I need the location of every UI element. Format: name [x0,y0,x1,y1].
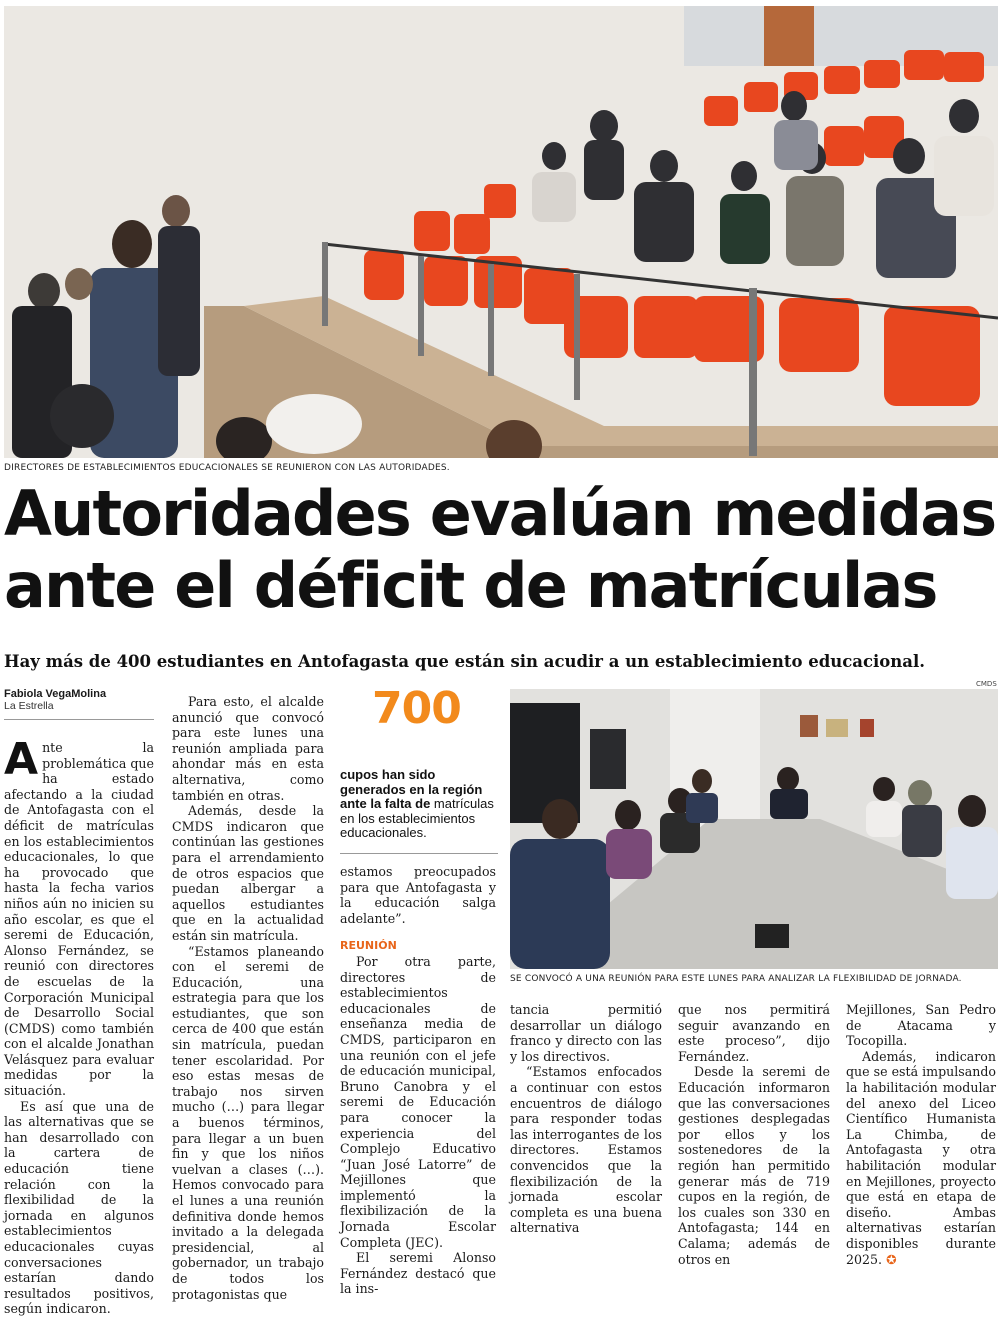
paragraph: “Estamos planeando con el seremi de Educación, una estrategia para que los estudiantes, que son cerca de 400 que están sin matrícula, puedan tener escolaridad. Por eso estas mesas de trabajo nos sirven mucho (…) para llegar a buenos términos, para llegar a un buen fin y que los niños vuelvan a clases (…). Hemos convocado para el lunes a una reunión definitiva donde hemos invitado a la delegada presidencial, al gobernador, un trabajo de todos los protagonistas que [172,943,324,1302]
paragraph: Ante la problemática que ha estado afectando a la ciudad de Antofagasta con el déficit de matrículas en los establecimientos educacionales, lo que ha provocado que hasta la fecha varios niños aún no inicien su año escolar, es que el seremi de Educación, Alonso Fernández, se reunió con directores de escuelas de la Corporación Municipal de Desarrollo Social (CMDS) como también con el alcalde Jonathan Velásquez para evaluar medidas por la situación. [4,734,154,1099]
author-name: Fabiola VegaMolina [4,688,107,700]
subheadline: Hay más de 400 estudiantes en Antofagasta que están sin acudir a un establecimiento educacional. [4,652,926,671]
meeting-photo [510,689,998,969]
photo1-caption: DIRECTORES DE ESTABLECIMIENTOS EDUCACIONALES SE REUNIERON CON LAS AUTORIDADES. [4,463,450,473]
dropcap: A [4,734,39,785]
article-column-6 [846,1002,996,1267]
author-outlet: La Estrella [4,700,54,712]
photo2-caption: SE CONVOCÓ A UNA REUNIÓN PARA ESTE LUNES PARA ANALIZAR LA FLEXIBILIDAD DE JORNADA. [510,974,962,984]
article-column-4 [510,1002,662,1236]
paragraph: El seremi Alonso Fernández destacó que la ins- [340,1250,496,1297]
article-column-1 [4,734,154,1317]
stat-rule [340,853,498,854]
paragraph: Por otra parte, directores de establecimientos educacionales de enseñanza media de CMDS, participaron en una reunión con el jefe de educación municipal, Bruno Canobra y el seremi de Educación para conocer la experiencia del Complejo Educativo “Juan José Latorre” de Mejillones que implementó la flexibilización de la Jornada Escolar Completa (JEC). [340,953,496,1250]
paragraph: Además, desde la CMDS indicaron que continúan las gestiones para el arrendamiento de otros espacios que puedan albergar a aquellos estudiantes que en la actualidad están sin matrícula. [172,803,324,943]
section-heading: REUNIÓN [340,939,397,953]
paragraph: Desde la seremi de Educación informaron que las conversaciones gestiones desplegadas por ellos y los sostenedores de la región han permitido generar más de 719 cupos en la región, de los cuales son 330 en Antofagasta; 144 en Calama; además de otros en [678,1064,830,1267]
auditorium-photo [4,6,998,458]
headline [4,478,994,622]
stat-description: cupos han sido generados en la región ante la falta de matrículas en los establecimientos educacionales. [340,767,494,840]
paragraph: que nos permitirá seguir avanzando en este proceso”, dijo Fernández. [678,1002,830,1064]
byline-rule [4,719,154,720]
byline [4,688,156,712]
article-column-5 [678,1002,830,1267]
paragraph: “Estamos enfocados a continuar con estos encuentros de diálogo para responder todas las interrogantes de los directores. Estamos convencidos que la flexibilización de la jornada escolar completa es una buena alternativa [510,1064,662,1236]
stat-number: 700 [372,683,461,734]
article-column-2 [172,694,324,1302]
paragraph: Mejillones, San Pedro de Atacama y Tocopilla. [846,1002,996,1049]
article-column-3 [340,864,496,1297]
headline-line-2: ante el déficit de matrículas [4,549,937,622]
paragraph: Es así que una de las alternativas que se han desarrollado con la cartera de educación tiene relación con la flexibilidad de la jornada en algunos establecimientos educacionales cuyas conversaciones estarían dando resultados positivos, según indicaron. [4,1098,154,1317]
main-photo [4,6,998,458]
photo2-credit: CMDS [976,680,997,688]
paragraph: estamos preocupados para que Antofagasta y la educación salga adelante”. [340,864,496,926]
paragraph: tancia permitió desarrollar un diálogo franco y directo con las y los directivos. [510,1002,662,1064]
headline-line-1: Autoridades evalúan medidas [4,477,996,550]
end-mark-icon: ✪ [886,1251,897,1267]
meeting-room-photo [510,689,998,969]
paragraph: Para esto, el alcalde anunció que convocó para este lunes una reunión ampliada para ahondar más en esta alternativa, como también en otras. [172,694,324,803]
paragraph: Además, indicaron que se está impulsando la habilitación modular del anexo del Liceo Científico Humanista La Chimba, de Antofagasta y otra habilitación modular en Mejillones, proyecto que está en etapa de diseño. Ambas alternativas estarían disponibles durante 2025. ✪ [846,1048,996,1267]
